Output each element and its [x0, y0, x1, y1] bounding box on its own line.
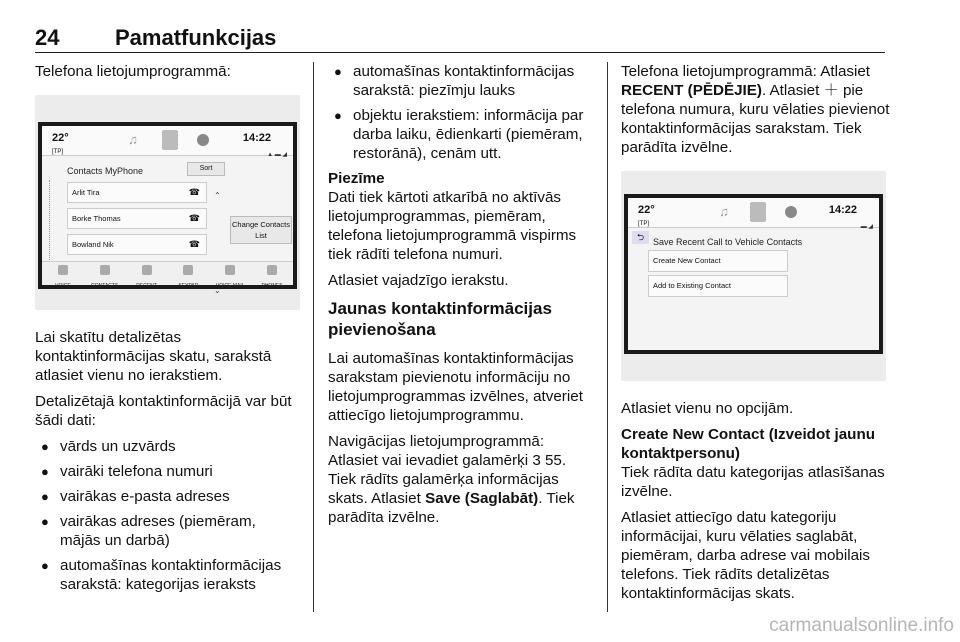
column-3 [621, 62, 891, 610]
paragraph: Atlasiet vienu no opcijām. [621, 400, 794, 417]
navigation-icon [785, 206, 797, 218]
detail-list-continued [328, 62, 596, 163]
top-bar [42, 126, 293, 156]
list-item: ● vairākas adreses (piemēram, mājās un darbā) [35, 512, 300, 550]
list-item: ● vairāki telefona numuri [35, 462, 300, 481]
sort-button: Sort [187, 162, 225, 176]
phone-icon: ☎ [188, 187, 200, 197]
watermark: carmanualsonline.info [769, 615, 954, 636]
create-new-contact-option: Create New Contact [648, 250, 788, 272]
voicemail-tab: VOICE MAIL [209, 262, 251, 285]
detail-list [35, 437, 300, 594]
phones-tab: PHONES [251, 262, 293, 285]
note-text: Dati tiek kārtoti atkarībā no aktīvās lietojumprogrammas, piemēram, telefona lietojumprogrammā vispirms tiek rādīti telefona numuri. [328, 189, 577, 263]
phone-text-1: Telefona lietojumprogrammā: Atlasiet [621, 63, 871, 80]
save-label: Save (Saglabāt) [425, 490, 539, 507]
column-2 [328, 62, 596, 534]
clock: 14:22 [828, 204, 857, 216]
list-item: ● vairākas e-pasta adreses [35, 487, 300, 506]
tp-indicator: [TP] [52, 149, 64, 155]
contacts-screenshot [35, 95, 300, 310]
nav-text-3: . Tiek parādīta izvēlne. [328, 490, 575, 526]
voice-tab: VOICE [42, 262, 84, 285]
keypad-tab: KEYPAD [167, 262, 209, 285]
nav-text-1: Navigācijas lietojumprogrammā: Atlasiet vai ievadiet galamērķi [328, 433, 545, 469]
temperature: 22° [52, 132, 69, 144]
contact-row [67, 234, 207, 255]
contacts-tab: CONTACTS [84, 262, 126, 285]
phone-icon: ☎ [188, 213, 200, 223]
screen-title: Contacts MyPhone [67, 166, 144, 176]
option-title: Create New Contact (Izveidot jaunu kontaktpersonu) [621, 426, 876, 462]
list-item: ● automašīnas kontaktinformācijas sarakstā: piezīmju lauks [328, 62, 596, 100]
chapter-title: Pamatfunkcijas [115, 25, 277, 50]
navigation-icon [197, 134, 209, 146]
option-text: Tiek rādīta datu kategorijas atlasīšanas izvēlne. [621, 464, 885, 500]
recent-tab: RECENT [126, 262, 168, 285]
paragraph: Detalizētajā kontaktinformācijā var būt šādi dati: [35, 393, 292, 429]
add-to-existing-option: Add to Existing Contact [648, 275, 788, 297]
contact-name: Arlit Tira [72, 188, 100, 197]
phone-icon [750, 202, 766, 222]
temperature: 22° [638, 204, 655, 216]
column-divider [313, 62, 314, 612]
save-recent-screenshot [621, 171, 886, 381]
contact-name: Bowland Nik [72, 240, 114, 249]
bottom-bar [42, 261, 293, 289]
column-divider [607, 62, 608, 612]
list-item: ● automašīnas kontaktinformācijas sarakstā: kategorijas ieraksts [35, 556, 300, 594]
list-item: ● objektu ierakstiem: informācija par darba laiku, ēdienkarti (piemēram, restorānā), cenām utt. [328, 106, 596, 163]
change-contacts-button: Change Contacts List [230, 216, 292, 244]
page-header [35, 25, 885, 53]
phone-icon: ☎ [188, 239, 200, 249]
clock: 14:22 [242, 132, 271, 144]
paragraph [621, 62, 891, 157]
paragraph [328, 432, 596, 527]
intro-text: Telefona lietojumprogrammā: [35, 63, 231, 80]
list-item: ● vārds un uzvārds [35, 437, 300, 456]
tp-indicator: [TP] [638, 221, 650, 227]
paragraph: Atlasiet vajadzīgo ierakstu. [328, 272, 509, 289]
page-number: 24 [35, 25, 60, 50]
contact-row [67, 182, 207, 203]
paragraph: Atlasiet attiecīgo datu kategoriju informācijai, kuru vēlaties saglabāt, piemēram, darba adrese vai mobilais telefons. Tiek rādīts detalizētas kontaktinformācijas skats. [621, 509, 871, 602]
paragraph: Lai automašīnas kontaktinformācijas sarakstam pievienotu informāciju no lietojumprogrammas izvēlnes, atveriet attiecīgo lietojumprogrammu. [328, 350, 583, 424]
paragraph: Lai skatītu detalizētas kontaktinformācijas skatu, sarakstā atlasiet vienu no ierakstiem. [35, 329, 272, 384]
battery-icon: ▲ ▬ ◢ [267, 152, 287, 158]
contact-name: Borke Thomas [72, 214, 121, 223]
screen-title: Save Recent Call to Vehicle Contacts [653, 237, 803, 247]
note [328, 169, 596, 264]
back-icon: ⮌ [632, 231, 649, 244]
top-bar [628, 198, 879, 228]
phone-text-2: . Atlasiet ＋ pie telefona numura, kuru vēlaties pievienot kontaktinformācijas sarakstam. Tiek parādīta izvēlne. [621, 82, 890, 156]
music-icon: ♫ [128, 132, 138, 147]
infotainment-screen [624, 194, 883, 354]
note-title: Piezīme [328, 170, 385, 187]
music-icon: ♫ [719, 204, 729, 219]
scroll-icon: ⌃ ⌄ [214, 191, 221, 295]
recent-label: RECENT (PĒDĒJIE) [621, 82, 762, 99]
section-heading: Jaunas kontaktinformācijas pievienošana [328, 299, 552, 339]
battery-icon: ▬ ◢ [860, 224, 873, 230]
option-block [621, 425, 891, 501]
phone-icon [162, 130, 178, 150]
infotainment-screen [38, 122, 297, 295]
alphabet-index [49, 180, 57, 260]
nav-text-2: 3 55. Tiek rādīts galamērķa informācijas skats. Atlasiet [328, 452, 567, 507]
contact-row [67, 208, 207, 229]
column-1 [35, 62, 300, 600]
